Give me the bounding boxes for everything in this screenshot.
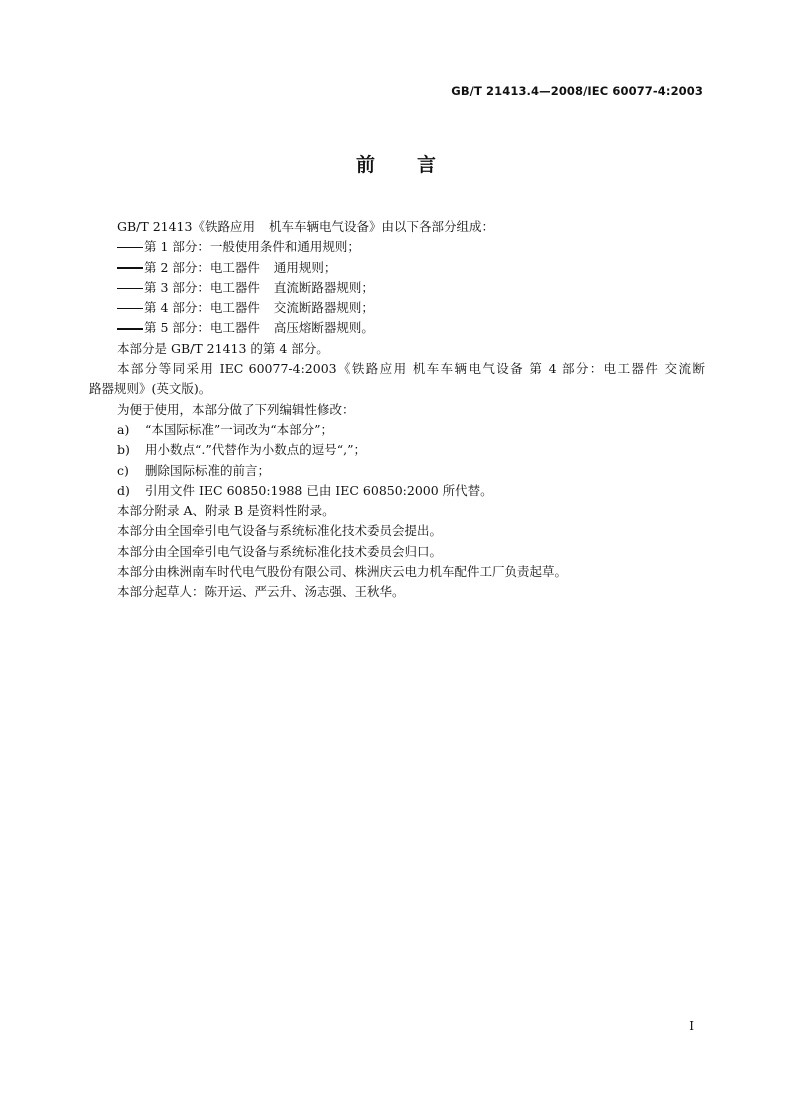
intro-text-tail: 机车车辆电气设备》由以下各部分组成： xyxy=(268,219,494,234)
edit-item-text: 删除国际标准的前言； xyxy=(145,462,271,478)
em-dash-mark xyxy=(117,267,143,268)
page-number: I xyxy=(689,1019,694,1033)
centralized-by: 本部分由全国牵引电气设备与系统标准化技术委员会归口。 xyxy=(117,543,443,559)
page-title: 前言 xyxy=(355,154,478,176)
edit-item-tag: a) xyxy=(117,421,130,437)
drafted-by-org: 本部分由株洲南车时代电气股份有限公司、株洲庆云电力机车配件工厂负责起草。 xyxy=(117,564,568,580)
edits-intro: 为便于使用，本部分做了下列编辑性修改： xyxy=(117,401,355,417)
standard-number: GB/T 21413.4—2008/IEC 60077-4:2003 xyxy=(451,84,703,98)
intro-text: GB/T 21413《铁路应用 xyxy=(117,219,255,234)
part-item-head: 第 1 部分：一般使用条件和通用规则； xyxy=(144,239,360,255)
equivalence-seg-2: 机车车辆电气设备 xyxy=(412,361,525,377)
part-item-head: 第 5 部分：电工器件 xyxy=(144,320,260,336)
part-list-item xyxy=(89,278,705,298)
equivalence-line-2: 路器规则》(英文版)。 xyxy=(89,381,212,397)
equivalence-seg-4: 交流断 xyxy=(664,361,705,377)
part-item-head: 第 2 部分：电工器件 xyxy=(144,259,260,275)
proposed-by: 本部分由全国牵引电气设备与系统标准化技术委员会提出。 xyxy=(117,523,443,539)
em-dash-mark xyxy=(117,247,143,248)
edit-item-text: 用小数点“.”代替作为小数点的逗号“,”； xyxy=(145,442,367,458)
em-dash-mark xyxy=(117,308,143,309)
part-item-tail: 通用规则； xyxy=(273,259,337,275)
edit-item-tag: b) xyxy=(117,442,130,458)
edit-item-tag: c) xyxy=(117,462,129,478)
part-list-item xyxy=(89,237,705,257)
em-dash-mark xyxy=(117,328,143,329)
edit-list-item xyxy=(89,481,705,501)
part-item-tail: 直流断路器规则； xyxy=(273,279,374,295)
edit-list-item xyxy=(89,440,705,460)
edit-item-text: 引用文件 IEC 60850:1988 已由 IEC 60850:2000 所代替。 xyxy=(145,482,493,498)
foreword-body xyxy=(89,217,705,603)
intro-line xyxy=(89,217,705,237)
part-item-head: 第 4 部分：电工器件 xyxy=(144,300,260,316)
equivalence-seg-3: 第 4 部分：电工器件 xyxy=(529,361,660,377)
edit-list-item xyxy=(89,461,705,481)
part-item-tail: 高压熔断器规则。 xyxy=(273,320,374,336)
part-list-item xyxy=(89,258,705,278)
annex-note: 本部分附录 A、附录 B 是资料性附录。 xyxy=(117,503,335,519)
edit-item-text: “本国际标准”一词改为“本部分”； xyxy=(145,421,334,437)
equivalence-line-1 xyxy=(89,359,705,379)
part-list-item xyxy=(89,298,705,318)
em-dash-mark xyxy=(117,288,143,289)
drafters: 本部分起草人：陈开运、严云升、汤志强、王秋华。 xyxy=(117,584,405,600)
part-list-item xyxy=(89,318,705,338)
edit-list-item xyxy=(89,420,705,440)
edit-item-tag: d) xyxy=(117,482,130,498)
part-item-tail: 交流断路器规则； xyxy=(273,300,374,316)
part-statement: 本部分是 GB/T 21413 的第 4 部分。 xyxy=(117,340,329,356)
part-item-head: 第 3 部分：电工器件 xyxy=(144,279,260,295)
equivalence-seg-1: 本部分等同采用 IEC 60077-4:2003《铁路应用 xyxy=(117,361,408,377)
